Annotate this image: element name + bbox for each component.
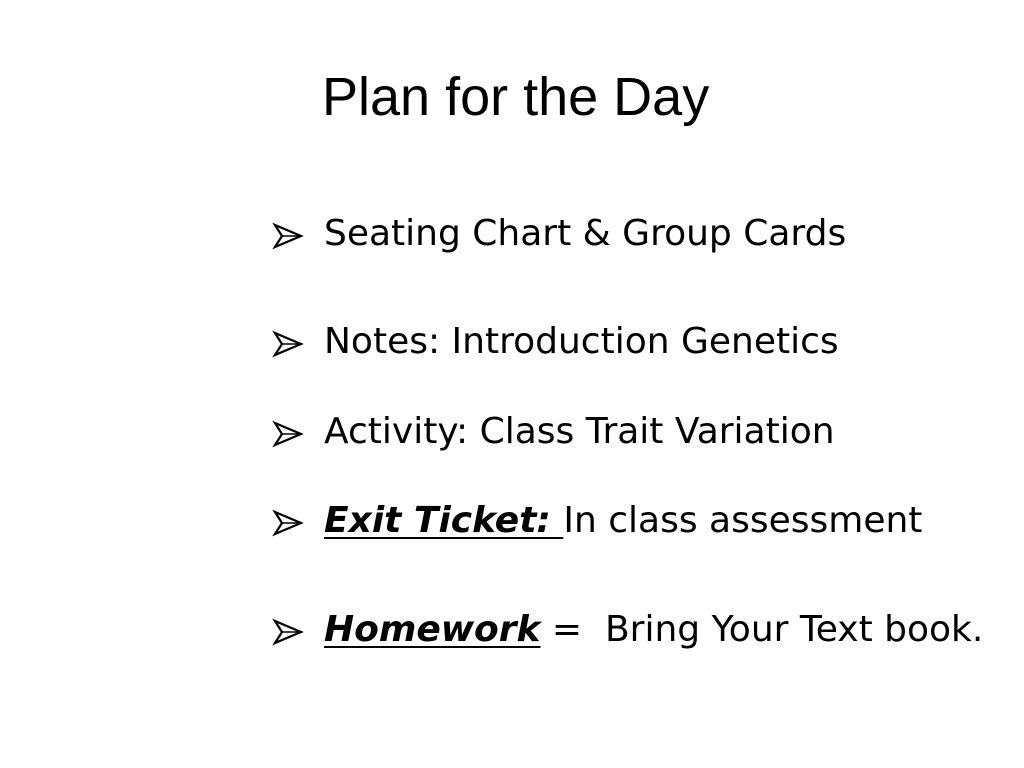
exit-ticket-description: In class assessment: [563, 500, 923, 541]
arrowhead-bullet-icon: [272, 320, 304, 364]
arrowhead-bullet-icon: [272, 499, 304, 543]
homework-description: = Bring Your Text book.: [540, 609, 984, 650]
arrowhead-bullet-icon: [272, 212, 304, 256]
arrowhead-bullet-icon: [272, 608, 304, 652]
slide-title: Plan for the Day: [322, 67, 710, 127]
arrowhead-bullet-icon: [272, 410, 304, 454]
bullet-text: Activity: Class Trait Variation: [324, 411, 835, 452]
bullet-text: Seating Chart & Group Cards: [324, 213, 847, 254]
exit-ticket-label: Exit Ticket:: [324, 500, 564, 541]
bullet-text: [324, 499, 922, 543]
homework-label: Homework: [324, 609, 541, 650]
bullet-text: Notes: Introduction Genetics: [324, 321, 839, 362]
bullet-text: [324, 608, 983, 652]
